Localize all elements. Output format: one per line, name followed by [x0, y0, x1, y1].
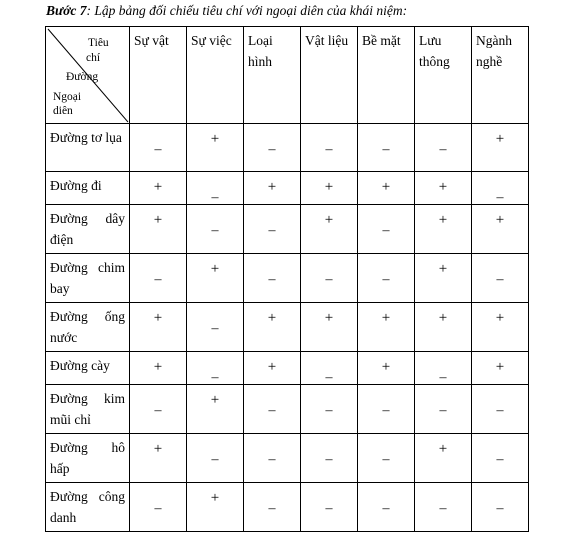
mark-cell [301, 303, 358, 352]
minus-mark: – [268, 501, 276, 516]
minus-mark: – [439, 403, 447, 418]
column-header: Ngành nghề [472, 27, 529, 124]
table-row [46, 254, 529, 303]
minus-mark: – [496, 452, 504, 467]
minus-mark: – [325, 272, 333, 287]
mark-cell [130, 205, 187, 254]
mark-cell [244, 385, 301, 434]
plus-mark: + [210, 261, 220, 277]
mark-cell [358, 385, 415, 434]
mark-cell [358, 124, 415, 172]
table-row [46, 124, 529, 172]
table-row [46, 205, 529, 254]
minus-mark: – [211, 321, 219, 336]
column-header: Bề mặt [358, 27, 415, 124]
minus-mark: – [154, 501, 162, 516]
row-label: Đường đi [46, 172, 130, 205]
row-label: Đường ống nước [46, 303, 130, 352]
mark-cell [130, 352, 187, 385]
minus-mark: – [211, 370, 219, 385]
minus-mark: – [268, 223, 276, 238]
mark-cell [187, 172, 244, 205]
comparison-table [45, 26, 529, 532]
mark-cell [187, 205, 244, 254]
corner-top-line2: chí [86, 52, 101, 64]
column-header: Loại hình [244, 27, 301, 124]
corner-bottom-line1: Ngoại [53, 91, 82, 103]
plus-mark: + [210, 131, 220, 147]
mark-cell [358, 352, 415, 385]
plus-mark: + [495, 310, 505, 326]
row-label: Đường hô hấp [46, 434, 130, 483]
table-row [46, 434, 529, 483]
caption-text: : Lập bảng đối chiếu tiêu chí với ngoại diên của khái niệm: [86, 3, 408, 18]
mark-cell [415, 254, 472, 303]
mark-cell [358, 205, 415, 254]
plus-mark: + [495, 131, 505, 147]
corner-cell [46, 27, 130, 124]
minus-mark: – [211, 452, 219, 467]
plus-mark: + [153, 441, 163, 457]
minus-mark: – [382, 223, 390, 238]
mark-cell [415, 352, 472, 385]
minus-mark: – [325, 142, 333, 157]
row-label: Đường chim bay [46, 254, 130, 303]
column-header: Sự vật [130, 27, 187, 124]
plus-mark: + [438, 179, 448, 195]
minus-mark: – [325, 501, 333, 516]
minus-mark: – [382, 501, 390, 516]
mark-cell [187, 434, 244, 483]
mark-cell [472, 172, 529, 205]
minus-mark: – [439, 142, 447, 157]
table-row [46, 172, 529, 205]
mark-cell [415, 172, 472, 205]
mark-cell [358, 254, 415, 303]
mark-cell [415, 303, 472, 352]
mark-cell [244, 434, 301, 483]
mark-cell [301, 483, 358, 532]
table-caption [46, 3, 407, 19]
plus-mark: + [324, 179, 334, 195]
minus-mark: – [154, 142, 162, 157]
mark-cell [244, 124, 301, 172]
mark-cell [472, 385, 529, 434]
plus-mark: + [438, 310, 448, 326]
minus-mark: – [325, 452, 333, 467]
mark-cell [130, 303, 187, 352]
minus-mark: – [382, 142, 390, 157]
mark-cell [358, 172, 415, 205]
mark-cell [301, 205, 358, 254]
plus-mark: + [438, 212, 448, 228]
row-label: Đường cày [46, 352, 130, 385]
plus-mark: + [381, 310, 391, 326]
mark-cell [358, 303, 415, 352]
minus-mark: – [211, 223, 219, 238]
step-label: Bước 7 [46, 3, 87, 18]
corner-word: Đường [66, 71, 99, 83]
mark-cell [244, 172, 301, 205]
mark-cell [244, 205, 301, 254]
corner-top-line1: Tiêu [88, 37, 109, 49]
row-label: Đường tơ lụa [46, 124, 130, 172]
row-label: Đường kim mũi chỉ [46, 385, 130, 434]
mark-cell [301, 172, 358, 205]
minus-mark: – [439, 370, 447, 385]
mark-cell [472, 205, 529, 254]
minus-mark: – [496, 501, 504, 516]
mark-cell [187, 385, 244, 434]
plus-mark: + [153, 359, 163, 375]
header-row [46, 27, 529, 124]
plus-mark: + [324, 212, 334, 228]
plus-mark: + [267, 359, 277, 375]
corner-bottom-line2: diên [53, 105, 73, 117]
mark-cell [415, 385, 472, 434]
minus-mark: – [325, 370, 333, 385]
plus-mark: + [495, 212, 505, 228]
plus-mark: + [153, 212, 163, 228]
mark-cell [415, 205, 472, 254]
mark-cell [472, 303, 529, 352]
minus-mark: – [382, 403, 390, 418]
mark-cell [244, 303, 301, 352]
mark-cell [244, 352, 301, 385]
mark-cell [415, 483, 472, 532]
mark-cell [187, 483, 244, 532]
column-header: Lưu thông [415, 27, 472, 124]
row-label: Đường dây điện [46, 205, 130, 254]
mark-cell [130, 124, 187, 172]
plus-mark: + [267, 179, 277, 195]
table-row [46, 385, 529, 434]
plus-mark: + [324, 310, 334, 326]
plus-mark: + [153, 179, 163, 195]
minus-mark: – [325, 403, 333, 418]
plus-mark: + [381, 359, 391, 375]
mark-cell [187, 124, 244, 172]
mark-cell [472, 434, 529, 483]
plus-mark: + [210, 490, 220, 506]
mark-cell [301, 352, 358, 385]
minus-mark: – [496, 403, 504, 418]
minus-mark: – [496, 272, 504, 287]
minus-mark: – [382, 272, 390, 287]
mark-cell [244, 483, 301, 532]
column-header: Sự việc [187, 27, 244, 124]
table-row [46, 352, 529, 385]
mark-cell [301, 434, 358, 483]
mark-cell [301, 124, 358, 172]
mark-cell [130, 385, 187, 434]
minus-mark: – [382, 452, 390, 467]
plus-mark: + [438, 261, 448, 277]
minus-mark: – [268, 272, 276, 287]
mark-cell [472, 124, 529, 172]
mark-cell [301, 254, 358, 303]
mark-cell [358, 434, 415, 483]
mark-cell [187, 352, 244, 385]
mark-cell [130, 172, 187, 205]
plus-mark: + [210, 392, 220, 408]
mark-cell [187, 303, 244, 352]
mark-cell [244, 254, 301, 303]
minus-mark: – [268, 452, 276, 467]
mark-cell [472, 483, 529, 532]
plus-mark: + [267, 310, 277, 326]
minus-mark: – [154, 272, 162, 287]
mark-cell [130, 254, 187, 303]
mark-cell [301, 385, 358, 434]
mark-cell [415, 124, 472, 172]
column-header: Vật liệu [301, 27, 358, 124]
mark-cell [130, 483, 187, 532]
mark-cell [472, 352, 529, 385]
minus-mark: – [268, 142, 276, 157]
minus-mark: – [439, 501, 447, 516]
plus-mark: + [438, 441, 448, 457]
table-row [46, 483, 529, 532]
mark-cell [415, 434, 472, 483]
mark-cell [472, 254, 529, 303]
table-row [46, 303, 529, 352]
mark-cell [358, 483, 415, 532]
minus-mark: – [496, 190, 504, 205]
plus-mark: + [381, 179, 391, 195]
minus-mark: – [268, 403, 276, 418]
minus-mark: – [211, 190, 219, 205]
row-label: Đường công danh [46, 483, 130, 532]
minus-mark: – [154, 403, 162, 418]
mark-cell [130, 434, 187, 483]
plus-mark: + [495, 359, 505, 375]
plus-mark: + [153, 310, 163, 326]
mark-cell [187, 254, 244, 303]
